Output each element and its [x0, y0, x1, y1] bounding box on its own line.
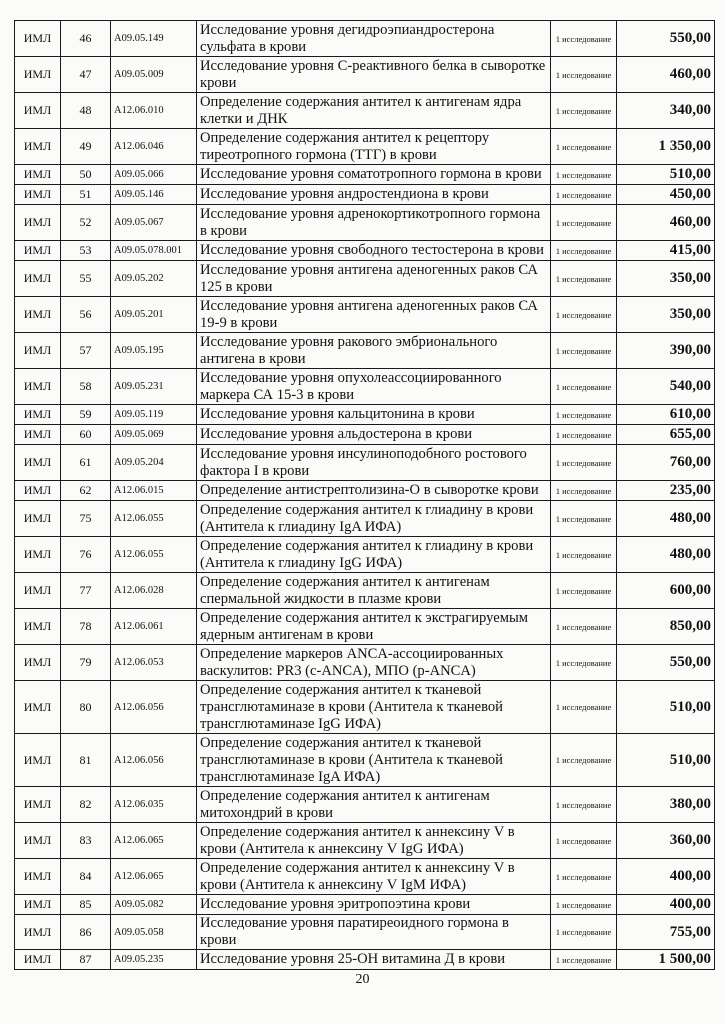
price-cell: 600,00 — [617, 573, 715, 609]
service-code-cell: A09.05.067 — [111, 205, 197, 241]
row-number-cell: 49 — [61, 129, 111, 165]
price-cell: 550,00 — [617, 21, 715, 57]
service-name-cell: Исследование уровня свободного тестостерона в крови — [197, 241, 551, 261]
table-row — [15, 645, 715, 681]
service-name-cell: Определение антистрептолизина-О в сыворотке крови — [197, 481, 551, 501]
table-row — [15, 405, 715, 425]
price-cell: 550,00 — [617, 645, 715, 681]
service-name-cell: Определение маркеров ANCA-ассоциированных васкулитов: PR3 (c-ANCA), МПО (p-ANCA) — [197, 645, 551, 681]
row-number-cell: 46 — [61, 21, 111, 57]
unit-cell: 1 исследование — [551, 645, 617, 681]
price-cell: 510,00 — [617, 734, 715, 787]
row-number-cell: 48 — [61, 93, 111, 129]
row-number-cell: 81 — [61, 734, 111, 787]
price-cell: 400,00 — [617, 859, 715, 895]
organization-cell: ИМЛ — [15, 859, 61, 895]
unit-cell: 1 исследование — [551, 445, 617, 481]
table-row — [15, 501, 715, 537]
unit-cell: 1 исследование — [551, 573, 617, 609]
organization-cell: ИМЛ — [15, 915, 61, 950]
table-row — [15, 537, 715, 573]
price-cell: 480,00 — [617, 537, 715, 573]
service-code-cell: A09.05.146 — [111, 185, 197, 205]
row-number-cell: 57 — [61, 333, 111, 369]
unit-cell: 1 исследование — [551, 823, 617, 859]
service-name-cell: Определение содержания антител к аннексину V в крови (Антитела к аннексину V IgG ИФА) — [197, 823, 551, 859]
price-cell: 350,00 — [617, 297, 715, 333]
row-number-cell: 53 — [61, 241, 111, 261]
unit-cell: 1 исследование — [551, 205, 617, 241]
unit-cell: 1 исследование — [551, 481, 617, 501]
row-number-cell: 85 — [61, 895, 111, 915]
service-code-cell: A09.05.078.001 — [111, 241, 197, 261]
organization-cell: ИМЛ — [15, 93, 61, 129]
table-row — [15, 915, 715, 950]
organization-cell: ИМЛ — [15, 681, 61, 734]
row-number-cell: 56 — [61, 297, 111, 333]
unit-cell: 1 исследование — [551, 21, 617, 57]
price-list-body — [15, 21, 715, 970]
organization-cell: ИМЛ — [15, 297, 61, 333]
organization-cell: ИМЛ — [15, 261, 61, 297]
organization-cell: ИМЛ — [15, 645, 61, 681]
row-number-cell: 75 — [61, 501, 111, 537]
organization-cell: ИМЛ — [15, 333, 61, 369]
table-row — [15, 93, 715, 129]
service-name-cell: Исследование уровня С-реактивного белка в сыворотке крови — [197, 57, 551, 93]
price-cell: 460,00 — [617, 57, 715, 93]
price-cell: 760,00 — [617, 445, 715, 481]
service-name-cell: Исследование уровня инсулиноподобного ростового фактора I в крови — [197, 445, 551, 481]
table-row — [15, 297, 715, 333]
unit-cell: 1 исследование — [551, 57, 617, 93]
price-cell: 610,00 — [617, 405, 715, 425]
service-name-cell: Определение содержания антител к антигенам ядра клетки и ДНК — [197, 93, 551, 129]
row-number-cell: 62 — [61, 481, 111, 501]
price-cell: 480,00 — [617, 501, 715, 537]
organization-cell: ИМЛ — [15, 445, 61, 481]
service-code-cell: A09.05.066 — [111, 165, 197, 185]
organization-cell: ИМЛ — [15, 425, 61, 445]
row-number-cell: 59 — [61, 405, 111, 425]
organization-cell: ИМЛ — [15, 481, 61, 501]
service-code-cell: A09.05.058 — [111, 915, 197, 950]
organization-cell: ИМЛ — [15, 129, 61, 165]
price-cell: 340,00 — [617, 93, 715, 129]
price-cell: 1 350,00 — [617, 129, 715, 165]
price-cell: 510,00 — [617, 681, 715, 734]
unit-cell: 1 исследование — [551, 261, 617, 297]
table-row — [15, 573, 715, 609]
row-number-cell: 60 — [61, 425, 111, 445]
service-code-cell: A12.06.061 — [111, 609, 197, 645]
service-name-cell: Исследование уровня ракового эмбрионального антигена в крови — [197, 333, 551, 369]
service-name-cell: Исследование уровня кальцитонина в крови — [197, 405, 551, 425]
unit-cell: 1 исследование — [551, 425, 617, 445]
table-row — [15, 241, 715, 261]
service-code-cell: A09.05.009 — [111, 57, 197, 93]
table-row — [15, 787, 715, 823]
organization-cell: ИМЛ — [15, 787, 61, 823]
price-cell: 400,00 — [617, 895, 715, 915]
row-number-cell: 77 — [61, 573, 111, 609]
organization-cell: ИМЛ — [15, 405, 61, 425]
unit-cell: 1 исследование — [551, 93, 617, 129]
price-cell: 415,00 — [617, 241, 715, 261]
service-name-cell: Определение содержания антител к тканевой трансглютаминазе в крови (Антитела к тканевой трансглютаминазе IgG ИФА) — [197, 681, 551, 734]
price-cell: 460,00 — [617, 205, 715, 241]
price-cell: 235,00 — [617, 481, 715, 501]
service-name-cell: Определение содержания антител к тканевой трансглютаминазе в крови (Антитела к тканевой трансглютаминазе IgA ИФА) — [197, 734, 551, 787]
table-row — [15, 609, 715, 645]
row-number-cell: 76 — [61, 537, 111, 573]
service-name-cell: Исследование уровня антигена аденогенных раков СА 125 в крови — [197, 261, 551, 297]
service-code-cell: A12.06.065 — [111, 859, 197, 895]
price-cell: 755,00 — [617, 915, 715, 950]
unit-cell: 1 исследование — [551, 859, 617, 895]
price-cell: 655,00 — [617, 425, 715, 445]
service-name-cell: Исследование уровня андростендиона в крови — [197, 185, 551, 205]
service-name-cell: Исследование уровня адренокортикотропного гормона в крови — [197, 205, 551, 241]
service-code-cell: A09.05.204 — [111, 445, 197, 481]
unit-cell: 1 исследование — [551, 895, 617, 915]
price-cell: 360,00 — [617, 823, 715, 859]
price-cell: 390,00 — [617, 333, 715, 369]
price-cell: 850,00 — [617, 609, 715, 645]
table-row — [15, 205, 715, 241]
price-cell: 540,00 — [617, 369, 715, 405]
service-name-cell: Исследование уровня паратиреоидного гормона в крови — [197, 915, 551, 950]
row-number-cell: 58 — [61, 369, 111, 405]
table-row — [15, 734, 715, 787]
price-cell: 450,00 — [617, 185, 715, 205]
price-list-table — [14, 20, 715, 970]
service-name-cell: Исследование уровня эритропоэтина крови — [197, 895, 551, 915]
unit-cell: 1 исследование — [551, 915, 617, 950]
table-row — [15, 859, 715, 895]
organization-cell: ИМЛ — [15, 573, 61, 609]
unit-cell: 1 исследование — [551, 297, 617, 333]
service-code-cell: A12.06.015 — [111, 481, 197, 501]
unit-cell: 1 исследование — [551, 501, 617, 537]
table-row — [15, 165, 715, 185]
service-code-cell: A12.06.053 — [111, 645, 197, 681]
unit-cell: 1 исследование — [551, 537, 617, 573]
organization-cell: ИМЛ — [15, 950, 61, 970]
table-row — [15, 445, 715, 481]
service-code-cell: A09.05.201 — [111, 297, 197, 333]
organization-cell: ИМЛ — [15, 241, 61, 261]
unit-cell: 1 исследование — [551, 950, 617, 970]
service-name-cell: Определение содержания антител к антигенам спермальной жидкости в плазме крови — [197, 573, 551, 609]
service-name-cell: Исследование уровня опухолеассоциированного маркера СА 15-3 в крови — [197, 369, 551, 405]
row-number-cell: 82 — [61, 787, 111, 823]
service-name-cell: Определение содержания антител к рецептору тиреотропного гормона (ТТГ) в крови — [197, 129, 551, 165]
service-code-cell: A12.06.028 — [111, 573, 197, 609]
organization-cell: ИМЛ — [15, 185, 61, 205]
service-code-cell: A12.06.010 — [111, 93, 197, 129]
row-number-cell: 84 — [61, 859, 111, 895]
price-cell: 1 500,00 — [617, 950, 715, 970]
service-name-cell: Исследование уровня 25-ОН витамина Д в крови — [197, 950, 551, 970]
unit-cell: 1 исследование — [551, 129, 617, 165]
unit-cell: 1 исследование — [551, 405, 617, 425]
service-code-cell: A12.06.046 — [111, 129, 197, 165]
organization-cell: ИМЛ — [15, 57, 61, 93]
unit-cell: 1 исследование — [551, 734, 617, 787]
table-row — [15, 681, 715, 734]
service-code-cell: A09.05.069 — [111, 425, 197, 445]
row-number-cell: 51 — [61, 185, 111, 205]
organization-cell: ИМЛ — [15, 205, 61, 241]
table-row — [15, 425, 715, 445]
service-name-cell: Исследование уровня альдостерона в крови — [197, 425, 551, 445]
row-number-cell: 55 — [61, 261, 111, 297]
table-row — [15, 185, 715, 205]
table-row — [15, 950, 715, 970]
service-code-cell: A12.06.035 — [111, 787, 197, 823]
service-name-cell: Определение содержания антител к антигенам митохондрий в крови — [197, 787, 551, 823]
service-code-cell: A09.05.202 — [111, 261, 197, 297]
service-code-cell: A12.06.055 — [111, 501, 197, 537]
organization-cell: ИМЛ — [15, 537, 61, 573]
service-code-cell: A12.06.055 — [111, 537, 197, 573]
table-row — [15, 369, 715, 405]
service-code-cell: A09.05.149 — [111, 21, 197, 57]
organization-cell: ИМЛ — [15, 369, 61, 405]
unit-cell: 1 исследование — [551, 241, 617, 261]
service-name-cell: Исследование уровня антигена аденогенных раков СА 19-9 в крови — [197, 297, 551, 333]
organization-cell: ИМЛ — [15, 734, 61, 787]
organization-cell: ИМЛ — [15, 165, 61, 185]
service-name-cell: Исследование уровня соматотропного гормона в крови — [197, 165, 551, 185]
service-code-cell: A09.05.082 — [111, 895, 197, 915]
service-name-cell: Определение содержания антител к экстрагируемым ядерным антигенам в крови — [197, 609, 551, 645]
table-row — [15, 57, 715, 93]
row-number-cell: 61 — [61, 445, 111, 481]
row-number-cell: 47 — [61, 57, 111, 93]
organization-cell: ИМЛ — [15, 501, 61, 537]
organization-cell: ИМЛ — [15, 895, 61, 915]
unit-cell: 1 исследование — [551, 165, 617, 185]
row-number-cell: 86 — [61, 915, 111, 950]
unit-cell: 1 исследование — [551, 787, 617, 823]
price-cell: 350,00 — [617, 261, 715, 297]
table-row — [15, 333, 715, 369]
service-code-cell: A09.05.119 — [111, 405, 197, 425]
table-row — [15, 895, 715, 915]
service-name-cell: Определение содержания антител к глиадину в крови (Антитела к глиадину IgG ИФА) — [197, 537, 551, 573]
row-number-cell: 83 — [61, 823, 111, 859]
organization-cell: ИМЛ — [15, 609, 61, 645]
service-name-cell: Определение содержания антител к глиадину в крови (Антитела к глиадину IgA ИФА) — [197, 501, 551, 537]
service-name-cell: Определение содержания антител к аннексину V в крови (Антитела к аннексину V IgM ИФА) — [197, 859, 551, 895]
table-row — [15, 21, 715, 57]
row-number-cell: 80 — [61, 681, 111, 734]
page-number: 20 — [355, 972, 370, 987]
table-row — [15, 481, 715, 501]
unit-cell: 1 исследование — [551, 333, 617, 369]
service-code-cell: A12.06.056 — [111, 734, 197, 787]
table-row — [15, 129, 715, 165]
unit-cell: 1 исследование — [551, 369, 617, 405]
price-cell: 510,00 — [617, 165, 715, 185]
row-number-cell: 52 — [61, 205, 111, 241]
unit-cell: 1 исследование — [551, 185, 617, 205]
service-code-cell: A09.05.231 — [111, 369, 197, 405]
organization-cell: ИМЛ — [15, 21, 61, 57]
service-name-cell: Исследование уровня дегидроэпиандростерона сульфата в крови — [197, 21, 551, 57]
table-row — [15, 823, 715, 859]
row-number-cell: 50 — [61, 165, 111, 185]
unit-cell: 1 исследование — [551, 609, 617, 645]
table-row — [15, 261, 715, 297]
organization-cell: ИМЛ — [15, 823, 61, 859]
row-number-cell: 78 — [61, 609, 111, 645]
service-code-cell: A12.06.065 — [111, 823, 197, 859]
row-number-cell: 79 — [61, 645, 111, 681]
price-cell: 380,00 — [617, 787, 715, 823]
service-code-cell: A12.06.056 — [111, 681, 197, 734]
unit-cell: 1 исследование — [551, 681, 617, 734]
service-code-cell: A09.05.235 — [111, 950, 197, 970]
row-number-cell: 87 — [61, 950, 111, 970]
service-code-cell: A09.05.195 — [111, 333, 197, 369]
